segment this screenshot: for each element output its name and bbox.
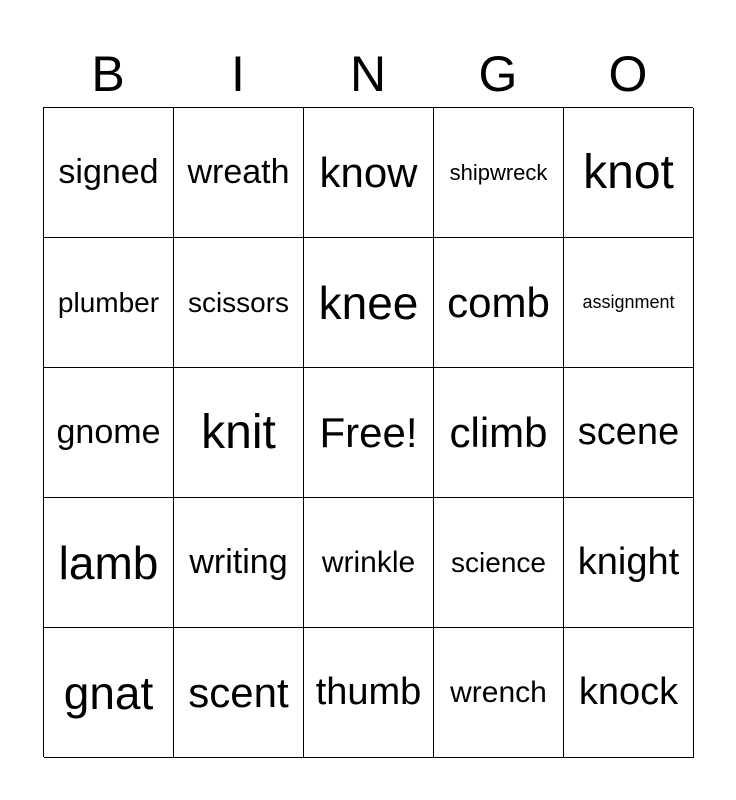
bingo-cell[interactable]: writing (174, 498, 304, 628)
bingo-cell[interactable]: knit (174, 368, 304, 498)
bingo-cell[interactable]: gnome (44, 368, 174, 498)
header-letter-i: I (231, 46, 245, 102)
bingo-cell[interactable]: thumb (304, 628, 434, 758)
bingo-cell[interactable]: scent (174, 628, 304, 758)
bingo-cell[interactable]: plumber (44, 238, 174, 368)
bingo-cell[interactable]: signed (44, 108, 174, 238)
bingo-cell[interactable]: comb (434, 238, 564, 368)
bingo-cell[interactable]: scissors (174, 238, 304, 368)
bingo-cell[interactable]: wrench (434, 628, 564, 758)
bingo-cell[interactable]: gnat (44, 628, 174, 758)
header-letter-n: N (349, 46, 387, 102)
bingo-cell[interactable]: wrinkle (304, 498, 434, 628)
bingo-cell[interactable]: scene (564, 368, 694, 498)
header-letter-b: B (91, 46, 125, 102)
bingo-cell[interactable]: wreath (174, 108, 304, 238)
bingo-cell[interactable]: science (434, 498, 564, 628)
bingo-cell[interactable]: knight (564, 498, 694, 628)
bingo-board (43, 107, 693, 757)
bingo-header (43, 40, 693, 108)
bingo-cell[interactable]: knot (564, 108, 694, 238)
bingo-free-space[interactable]: Free! (304, 368, 434, 498)
bingo-cell[interactable]: assignment (564, 238, 694, 368)
bingo-cell[interactable]: knock (564, 628, 694, 758)
header-letter-o: O (608, 46, 648, 102)
bingo-cell[interactable]: shipwreck (434, 108, 564, 238)
bingo-cell[interactable]: lamb (44, 498, 174, 628)
header-letter-g: G (478, 46, 518, 102)
bingo-cell[interactable]: knee (304, 238, 434, 368)
bingo-cell[interactable]: know (304, 108, 434, 238)
bingo-cell[interactable]: climb (434, 368, 564, 498)
